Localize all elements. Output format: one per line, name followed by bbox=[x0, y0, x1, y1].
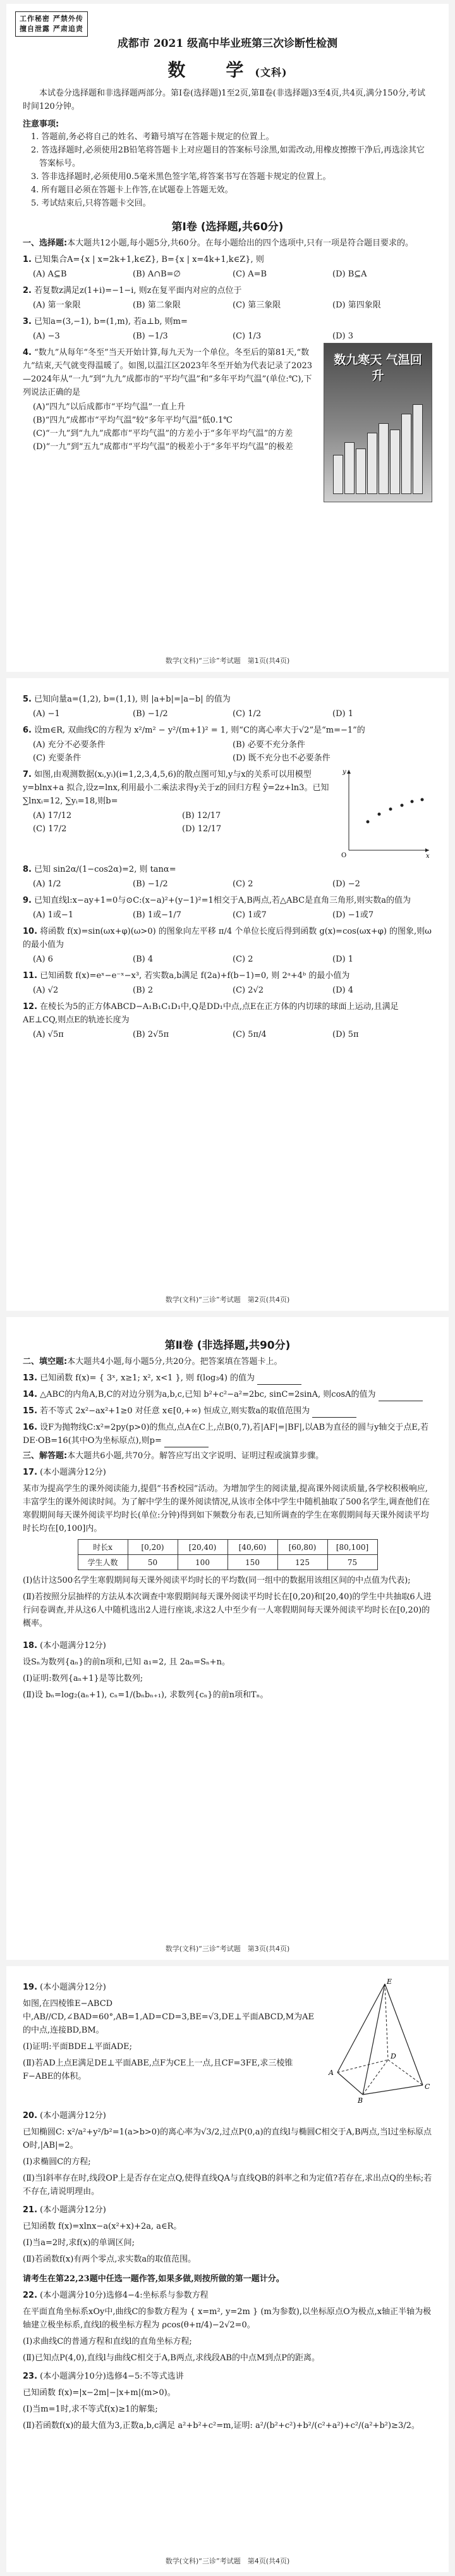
exam-intro: 本试卷分选择题和非选择题两部分。第Ⅰ卷(选择题)1至2页,第Ⅱ卷(非选择题)3至4页,共4页,满分150分,考试时间120分钟。 bbox=[23, 89, 425, 111]
question-5 bbox=[23, 693, 432, 721]
option-a: (A) A⊆B bbox=[33, 269, 67, 279]
x-axis-arrow bbox=[425, 848, 429, 852]
page-footer: 数学(文科)“三诊”考试题 第4页(共4页) bbox=[165, 2557, 290, 2565]
question-number: 2. bbox=[23, 286, 32, 295]
question-part: (Ⅱ)当l斜率存在时,线段OP上是否存在定点Q,使得直线QA与直线QB的斜率之和为定值?若存在,求出点Q的坐标;若不存在,请说明理由。 bbox=[23, 2174, 432, 2196]
poster-bar bbox=[379, 423, 389, 494]
section-2-label: 二、填空题: bbox=[23, 1357, 68, 1366]
question-text: 已知向量a=(1,2), b=(1,1), 则 |a+b|=|a−b| 的值为 bbox=[34, 695, 231, 704]
question-17 bbox=[23, 1466, 432, 1630]
choose-one-note: 请考生在第22,23题中任选一题作答,如果多做,则按所做的第一题计分。 bbox=[23, 2274, 284, 2284]
answer-blank bbox=[379, 1392, 423, 1401]
option-d: (D) 1 bbox=[332, 955, 353, 964]
vertex-e-label: E bbox=[387, 1978, 392, 1986]
question-7 bbox=[23, 765, 432, 860]
question-15 bbox=[23, 1404, 432, 1418]
table-cell: 125 bbox=[277, 1555, 327, 1570]
option-d: (D) 既不充分也不必要条件 bbox=[233, 753, 331, 763]
option-a: (A) 1或−1 bbox=[33, 910, 74, 920]
option-b: (B) 12/17 bbox=[182, 811, 221, 820]
table-cell: 150 bbox=[228, 1555, 277, 1570]
question-part: (Ⅰ)求椭圆C的方程; bbox=[23, 2157, 91, 2167]
question-18 bbox=[23, 1639, 432, 1702]
option-b: (B) 必要不充分条件 bbox=[233, 740, 305, 750]
frequency-table bbox=[78, 1539, 378, 1570]
table-cell: 学生人数 bbox=[78, 1555, 128, 1570]
option-c: (C) 2 bbox=[233, 879, 253, 889]
edge-eb bbox=[363, 1984, 385, 2095]
option-a: (A) 充分不必要条件 bbox=[33, 740, 106, 750]
question-text: “数九”从每年“冬至”当天开始计算,每九天为一个单位。冬至后的第81天,“数九”结束,天气就变得温暖了。如图,以温江区2023年冬至开始为代表记录了2023—2024年从“一九”到“九九”成都市的“平均气温”和“多年平均气温”(单位:℃),下列说法正确的是 bbox=[23, 348, 313, 397]
question-text: 设F为抛物线C:x²=2py(p>0)的焦点,点A在C上,点B(0,7),若|AF|=|BF|,以AB为直径的圆与y轴交于点E,若 DE·OB=16(其中O为坐标原点),则p= bbox=[23, 1423, 429, 1446]
stamp-line-1: 工作秘密 严禁外传 bbox=[20, 15, 83, 23]
vertex-c-label: C bbox=[425, 2083, 430, 2091]
question-text: 已知集合A={x | x=2k+1,k∈Z}, B={x | x=4k+1,k∈Z}, 则 bbox=[34, 255, 264, 264]
question-14 bbox=[23, 1388, 432, 1401]
option-b: (B) 第二象限 bbox=[133, 300, 181, 310]
question-score: (本小题满分12分) bbox=[40, 2111, 106, 2121]
option-c: (C) A=B bbox=[233, 269, 267, 279]
question-number: 10. bbox=[23, 927, 38, 936]
option-a: (A) −1 bbox=[33, 709, 60, 719]
option-b: (B) 2 bbox=[133, 986, 154, 995]
scatter-point bbox=[389, 808, 392, 811]
poster-title: 数九寒天 气温回升 bbox=[334, 353, 422, 383]
question-score: (本小题满分12分) bbox=[40, 2205, 106, 2215]
table-cell: 时长x bbox=[78, 1540, 128, 1555]
option-a: (A) 17/12 bbox=[33, 811, 72, 820]
option-b: (B) −1/3 bbox=[133, 331, 168, 341]
poster-bar bbox=[333, 455, 343, 494]
option-b: (B) −1/2 bbox=[133, 879, 168, 889]
exam-title: 成都市 2021 级高中毕业班第三次诊断性检测 bbox=[117, 37, 338, 50]
question-text: 已知函数 f(x)=eˣ−e⁻ˣ−x³, 若实数a,b满足 f(2a)+f(b−1)=0, 则 2ᵃ+4ᵇ 的最小值为 bbox=[40, 971, 350, 981]
poster-bar bbox=[413, 404, 423, 494]
option-c: (C) 17/2 bbox=[33, 824, 67, 834]
subject-subtitle: (文科) bbox=[255, 66, 288, 78]
option-a: (A)“四九”以后成都市“平均气温”一直上升 bbox=[33, 402, 186, 412]
question-number: 12. bbox=[23, 1002, 38, 1012]
vertex-a-label: A bbox=[329, 2069, 334, 2077]
question-6 bbox=[23, 724, 432, 765]
question-number: 20. bbox=[23, 2111, 38, 2121]
table-cell: 75 bbox=[327, 1555, 377, 1570]
pyramid-figure bbox=[325, 1978, 432, 2104]
table-cell: 50 bbox=[128, 1555, 178, 1570]
scatter-plot-figure bbox=[337, 765, 432, 860]
answer-blank bbox=[312, 1408, 356, 1418]
exam-page-2 bbox=[6, 678, 449, 1311]
option-d: (D) 1 bbox=[332, 709, 353, 719]
stamp-line-2: 擅自泄露 严肃追责 bbox=[20, 25, 83, 33]
option-c: (C) 5π/4 bbox=[233, 1030, 267, 1039]
answer-blank bbox=[164, 1438, 209, 1447]
question-text: 若复数z满足z(1+i)=−1−i, 则z在复平面内对应的点位于 bbox=[34, 286, 242, 295]
question-21 bbox=[23, 2203, 432, 2266]
question-16 bbox=[23, 1421, 432, 1447]
question-text: 已知直线l:x−ay+1=0与⊙C:(x−a)²+(y−1)²=1相交于A,B两点,若△ABC是直角三角形,则实数a的值为 bbox=[34, 896, 411, 905]
page-footer: 数学(文科)“三诊”考试题 第3页(共4页) bbox=[165, 1945, 290, 1953]
question-number: 23. bbox=[23, 2372, 38, 2381]
table-header-row bbox=[78, 1540, 377, 1555]
question-text: 设m∈R, 双曲线C的方程为 x²/m² − y²/(m+1)² = 1, 则“C的离心率大于√2”是“m=−1”的 bbox=[34, 726, 365, 735]
section-1-header bbox=[23, 237, 432, 250]
question-text: 设Sₙ为数列{aₙ}的前n项和,已知 a₁=2, 且 2aₙ=Sₙ+n。 bbox=[23, 1657, 230, 1667]
question-part: (Ⅰ)估计这500名学生寒假期间每天课外阅读平均时长的平均数(同一组中的数据用该组区间的中点值为代表); bbox=[23, 1576, 411, 1585]
poster-bar bbox=[401, 414, 411, 494]
question-number: 14. bbox=[23, 1390, 38, 1399]
subject-title bbox=[23, 56, 432, 82]
question-12 bbox=[23, 1000, 432, 1041]
option-a: (A) √2 bbox=[33, 986, 59, 995]
option-c: (C) 第三象限 bbox=[233, 300, 281, 310]
question-text: △ABC的内角A,B,C的对边分别为a,b,c,已知 b²+c²−a²=2bc, sinC=2sinA, 则cosA的值为 bbox=[40, 1390, 376, 1399]
question-23 bbox=[23, 2370, 432, 2432]
question-text: 已知函数 f(x)=xlnx−a(x²+x)+2a, a∈R。 bbox=[23, 2222, 182, 2231]
note-item: 2. 答选择题时,必须使用2B铅笔将答题卡上对应题目的答案标号涂黑,如需改动,用橡皮擦擦干净后,再选涂其它答案标号。 bbox=[31, 146, 425, 168]
question-10 bbox=[23, 925, 432, 966]
option-b: (B) A∩B=∅ bbox=[133, 269, 181, 279]
option-c: (C) 1或7 bbox=[233, 910, 267, 920]
poster-bar bbox=[367, 433, 377, 494]
question-text: 已知椭圆C: x²/a²+y²/b²=1(a>b>0)的离心率为√3/2,过点P(0,a)的直线l与椭圆C相交于A,B两点,当l过坐标原点O时,|AB|=2。 bbox=[23, 2127, 432, 2150]
subject-name: 数 学 bbox=[167, 59, 255, 80]
question-number: 19. bbox=[23, 1983, 38, 1992]
section-3-label: 三、解答题: bbox=[23, 1451, 68, 1461]
note-item: 4. 所有题目必须在答题卡上作答,在试题卷上答题无效。 bbox=[31, 185, 233, 195]
option-c: (C) 2 bbox=[233, 955, 253, 964]
scatter-point bbox=[411, 800, 414, 803]
question-number: 15. bbox=[23, 1406, 38, 1416]
question-number: 8. bbox=[23, 865, 32, 874]
question-part: (Ⅰ)当a=2时,求f(x)的单调区间; bbox=[23, 2238, 135, 2248]
question-text: 已知a=(3,−1), b=(1,m), 若a⊥b, 则m= bbox=[34, 317, 188, 326]
volume-1-title: 第Ⅰ卷 (选择题,共60分) bbox=[171, 221, 284, 233]
scatter-point bbox=[401, 804, 404, 807]
edge-ad bbox=[337, 2060, 388, 2072]
question-22 bbox=[23, 2289, 432, 2365]
question-part: (Ⅱ)若函数f(x)有两个零点,求实数a的取值范围。 bbox=[23, 2255, 197, 2264]
section-1-desc: 本大题共12小题,每小题5分,共60分。在每小题给出的四个选项中,只有一项是符合题目要求的。 bbox=[67, 238, 413, 248]
question-3 bbox=[23, 315, 432, 343]
question-text: 若不等式 2x²−ax²+1≥0 对任意 x∈[0,+∞) 恒成立,则实数a的取值范围为 bbox=[40, 1406, 310, 1416]
option-b: (B) −1/2 bbox=[133, 709, 168, 719]
question-number: 9. bbox=[23, 896, 32, 905]
option-d: (D) 第四象限 bbox=[332, 300, 381, 310]
option-b: (B)“四九”成都市“平均气温”较“多年平均气温”低0.1℃ bbox=[33, 416, 233, 425]
option-c: (C) 充要条件 bbox=[33, 753, 82, 763]
exam-page-4 bbox=[6, 1966, 449, 2572]
edge-ea bbox=[337, 1984, 385, 2072]
answer-blank bbox=[257, 1375, 301, 1385]
option-c: (C) 1/3 bbox=[233, 331, 262, 341]
notes-title: 注意事项: bbox=[23, 120, 59, 129]
question-part: (Ⅱ)设 bₙ=log₂(aₙ+1), cₙ=1/(bₙbₙ₊₁), 求数列{cₙ}的前n项和Tₙ。 bbox=[23, 1690, 269, 1700]
vertex-b-label: B bbox=[358, 2096, 363, 2104]
option-d: (D) 3 bbox=[332, 331, 353, 341]
option-c: (C) 1/2 bbox=[233, 709, 262, 719]
option-b: (B) 2√5π bbox=[133, 1030, 169, 1039]
question-13 bbox=[23, 1372, 432, 1385]
option-d: (D) 12/17 bbox=[182, 824, 222, 834]
question-part: (Ⅰ)求曲线C的普通方程和直线l的直角坐标方程; bbox=[23, 2337, 192, 2346]
question-text: 如图,由观测数据(xᵢ,yᵢ)(i=1,2,3,4,5,6)的散点图可知,y与x的关系可以用模型 y=blnx+a 拟合,设z=lnx,利用最小二乘法求得y关于z的回归方程 ŷ=2z+ln3。已知 ∑lnxᵢ=12, ∑yᵢ=18,则b= bbox=[23, 770, 329, 806]
question-part: (Ⅰ)证明:平面BDE⊥平面ADE; bbox=[23, 2042, 133, 2052]
option-b: (B) 4 bbox=[133, 955, 154, 964]
option-a: (A) 1/2 bbox=[33, 879, 61, 889]
poster-bar bbox=[356, 449, 366, 494]
question-score: (本小题满分10分)选修4−4:坐标系与参数方程 bbox=[40, 2291, 209, 2300]
table-cell: [60,80) bbox=[277, 1540, 327, 1555]
question-11 bbox=[23, 969, 432, 997]
question-text: 将函数 f(x)=sin(ωx+φ)(ω>0) 的图象向左平移 π/4 个单位长度后得到函数 g(x)=cos(ωx+φ) 的图象,则ω的最小值为 bbox=[23, 927, 432, 950]
confidential-stamp bbox=[15, 11, 88, 37]
question-text: 在平面直角坐标系xOy中,曲线C的参数方程为 { x=m², y=2m } (m为参数),以坐标原点O为极点,x轴正半轴为极轴建立极坐标系,直线l的极坐标方程为 ρcos(θ+π/4)−2√2=0。 bbox=[23, 2307, 432, 2330]
question-number: 11. bbox=[23, 971, 38, 981]
question-score: (本小题满分12分) bbox=[40, 1983, 106, 1992]
vertex-d-label: D bbox=[391, 2052, 396, 2060]
origin-label: O bbox=[341, 852, 347, 859]
temperature-poster-image bbox=[324, 343, 432, 502]
option-b: (B) 1或−1/7 bbox=[133, 910, 181, 920]
question-score: (本小题满分12分) bbox=[40, 1641, 106, 1650]
question-number: 7. bbox=[23, 770, 32, 779]
question-1 bbox=[23, 253, 432, 281]
option-d: (D) 5π bbox=[332, 1030, 359, 1039]
question-part: (Ⅱ)若AD上点E满足DE⊥平面ABE,点F为CE上一点,且CF=3FE,求三棱锥F−ABE的体积。 bbox=[23, 2059, 293, 2081]
scatter-point bbox=[378, 813, 381, 816]
option-c: (C)“一九”到“九九”成都市“平均气温”的方差小于“多年平均气温”的方差 bbox=[33, 429, 293, 438]
volume-2-title: 第Ⅱ卷 (非选择题,共90分) bbox=[164, 1339, 291, 1352]
option-d: (D) −2 bbox=[332, 879, 360, 889]
question-number: 6. bbox=[23, 726, 32, 735]
poster-bar bbox=[390, 430, 400, 494]
note-item: 3. 答非选择题时,必须使用0.5毫米黑色签字笔,将答案书写在答题卡规定的位置上。 bbox=[31, 172, 331, 182]
option-d: (D) B⊆A bbox=[332, 269, 367, 279]
poster-bar bbox=[344, 442, 355, 494]
option-d: (D) −1或7 bbox=[332, 910, 374, 920]
edge-bc bbox=[363, 2085, 423, 2095]
question-text: 如图,在四棱锥E−ABCD中,AB//CD,∠BAD=60°,AB=1,AD=CD=3,BE=√3,DE⊥平面ABCD,M为AE的中点,连接BD,BM。 bbox=[23, 1999, 314, 2035]
question-part: (Ⅰ)证明:数列{aₙ+1}是等比数列; bbox=[23, 1674, 143, 1683]
option-d: (D)“一九”到“五九”成都市“平均气温”的极差小于“多年平均气温”的极差 bbox=[33, 442, 293, 452]
question-20 bbox=[23, 2109, 432, 2198]
y-axis-label: y bbox=[343, 769, 346, 776]
question-number: 4. bbox=[23, 348, 32, 357]
section-3-header bbox=[23, 1450, 432, 1463]
scatter-point bbox=[367, 820, 370, 824]
note-item: 1. 答题前,务必将自己的姓名、考籍号填写在答题卡规定的位置上。 bbox=[31, 132, 274, 142]
option-a: (A) 第一象限 bbox=[33, 300, 81, 310]
edge-ed bbox=[385, 1984, 388, 2060]
question-number: 5. bbox=[23, 695, 32, 704]
scatter-point bbox=[421, 798, 424, 802]
y-axis-arrow bbox=[347, 770, 351, 774]
question-19 bbox=[23, 1978, 432, 2104]
question-score: (本小题满分10分)选修4−5:不等式选讲 bbox=[40, 2372, 184, 2381]
table-cell: [80,100] bbox=[327, 1540, 377, 1555]
edge-ec bbox=[385, 1984, 423, 2085]
section-1-label: 一、选择题: bbox=[23, 238, 68, 248]
question-text: 在棱长为5的正方体ABCD−A₁B₁C₁D₁中,Q是DD₁中点,点E在正方体的内切球的球面上运动,且满足 AE⊥CQ,则点E的轨迹长度为 bbox=[23, 1002, 399, 1025]
question-text: 已知 sin2α/(1−cos2α)=2, 则 tanα= bbox=[34, 865, 176, 874]
question-number: 1. bbox=[23, 255, 32, 264]
page-footer: 数学(文科)“三诊”考试题 第2页(共4页) bbox=[165, 1296, 290, 1304]
question-text: 某市为提高学生的课外阅读能力,提倡“书香校园”活动。为增加学生的阅读量,提高课外阅读质量,各学校积极响应,丰富学生的课外阅读时间。为了解中学生的课外阅读情况,从该市全体中学生中随机抽取了500名学生,调查他们在寒假期间每天课外阅读平均时长(单位:分钟)得到如下频数分布表,已知所调查的学生在寒假期间每天课外阅读平均时长均在[0,100]内。 bbox=[23, 1484, 430, 1533]
option-a: (A) −3 bbox=[33, 331, 60, 341]
option-a: (A) √5π bbox=[33, 1030, 64, 1039]
exam-page-1 bbox=[6, 4, 449, 672]
option-c: (C) 2√2 bbox=[233, 986, 264, 995]
question-part: (Ⅰ)当m=1时,求不等式f(x)≥1的解集; bbox=[23, 2405, 158, 2414]
table-row bbox=[78, 1555, 377, 1570]
question-part: (Ⅱ)若函数f(x)的最大值为3,正数a,b,c满足 a²+b²+c²=m,证明: a²/(b²+c²)+b²/(c²+a²)+c²/(a²+b²)≥3/2。 bbox=[23, 2421, 420, 2430]
section-2-header bbox=[23, 1356, 432, 1368]
exam-page-3 bbox=[6, 1317, 449, 1960]
option-a: (A) 6 bbox=[33, 955, 53, 964]
note-item: 5. 考试结束后,只将答题卡交回。 bbox=[31, 199, 151, 208]
edge-ab bbox=[337, 2072, 363, 2095]
table-cell: [20,40) bbox=[178, 1540, 228, 1555]
table-cell: [40,60) bbox=[228, 1540, 277, 1555]
question-number: 21. bbox=[23, 2205, 38, 2215]
section-3-desc: 本大题共6小题,共70分。解答应写出文字说明、证明过程或演算步骤。 bbox=[67, 1451, 324, 1461]
page-footer: 数学(文科)“三诊”考试题 第1页(共4页) bbox=[165, 657, 290, 665]
question-score: (本小题满分12分) bbox=[40, 1468, 106, 1477]
table-cell: [0,20) bbox=[128, 1540, 178, 1555]
table-cell: 100 bbox=[178, 1555, 228, 1570]
question-4 bbox=[23, 343, 432, 502]
question-number: 18. bbox=[23, 1641, 38, 1650]
question-8 bbox=[23, 863, 432, 891]
question-number: 17. bbox=[23, 1468, 38, 1477]
option-d: (D) 4 bbox=[332, 986, 353, 995]
edge-dc bbox=[388, 2060, 423, 2085]
question-text: 已知函数 f(x)=|x−2m|−|x+m|(m>0)。 bbox=[23, 2388, 176, 2398]
question-9 bbox=[23, 894, 432, 922]
question-number: 16. bbox=[23, 1423, 38, 1432]
question-part: (Ⅱ)若按照分层抽样的方法从本次调查中寒假期间每天课外阅读平均时长在[0,20)和[20,40)的学生中共抽取6人进行问卷调查,并从这6人中随机选出2人进行座谈,求这2人中至少有一人寒假期间每天课外阅读平均时长在[0,20)的概率。 bbox=[23, 1592, 432, 1628]
question-number: 13. bbox=[23, 1373, 38, 1383]
question-number: 3. bbox=[23, 317, 32, 326]
question-text: 已知函数 f(x)= { 3ˣ, x≥1; x², x<1 }, 则 f(log₃4) 的值为 bbox=[40, 1373, 255, 1383]
question-number: 22. bbox=[23, 2291, 38, 2300]
x-axis-label: x bbox=[426, 853, 430, 860]
section-2-desc: 本大题共4小题,每小题5分,共20分。把答案填在答题卡上。 bbox=[67, 1357, 282, 1366]
question-part: (Ⅱ)已知点P(4,0),直线l与曲线C相交于A,B两点,求线段AB的中点M到点P的距离。 bbox=[23, 2353, 320, 2363]
question-2 bbox=[23, 284, 432, 312]
